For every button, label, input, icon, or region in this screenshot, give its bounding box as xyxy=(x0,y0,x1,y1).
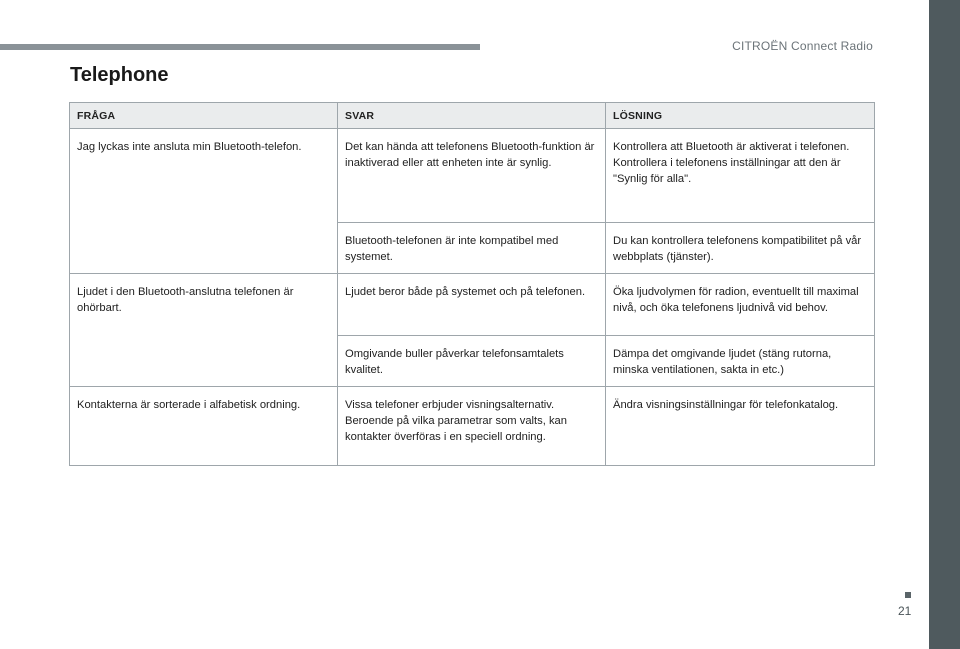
solution-line: Dämpa det omgivande ljudet (stäng rutorna, minska ventilationen, sakta in etc.) xyxy=(613,348,832,376)
answer-cell: Ljudet beror både på systemet och på telefonen. xyxy=(338,274,606,336)
solution-cell xyxy=(606,274,875,336)
question-cell: Jag lyckas inte ansluta min Bluetooth-telefon. xyxy=(70,129,338,274)
header-solution: LÖSNING xyxy=(606,103,875,129)
solution-line: Öka ljudvolymen för radion, eventuellt till maximal nivå, och öka telefonens ljudnivå vid behov. xyxy=(613,286,859,314)
side-strip xyxy=(929,0,960,649)
solution-line: Ändra visningsinställningar för telefonkatalog. xyxy=(613,399,839,411)
answer-cell: Det kan hända att telefonens Bluetooth-funktion är inaktiverad eller att enheten inte är synlig. xyxy=(338,129,606,223)
faq-table xyxy=(69,102,875,466)
header-accent-bar xyxy=(0,44,480,50)
question-cell: Kontakterna är sorterade i alfabetisk ordning. xyxy=(70,387,338,466)
solution-cell xyxy=(606,223,875,274)
table-row xyxy=(70,274,875,336)
question-cell: Ljudet i den Bluetooth-anslutna telefonen är ohörbart. xyxy=(70,274,338,387)
solution-cell xyxy=(606,336,875,387)
page-marker-icon xyxy=(905,592,911,598)
answer-cell: Omgivande buller påverkar telefonsamtalets kvalitet. xyxy=(338,336,606,387)
page-number: 21 xyxy=(898,604,912,618)
header-answer: SVAR xyxy=(338,103,606,129)
answer-cell: Bluetooth-telefonen är inte kompatibel med systemet. xyxy=(338,223,606,274)
page-title: Telephone xyxy=(70,64,169,86)
solution-cell xyxy=(606,387,875,466)
header-brand: CITROËN Connect Radio xyxy=(732,39,873,53)
solution-line: Du kan kontrollera telefonens kompatibilitet på vår webbplats (tjänster). xyxy=(613,235,862,263)
solution-cell xyxy=(606,129,875,223)
table-header-row xyxy=(70,103,875,129)
answer-cell: Vissa telefoner erbjuder visningsalternativ. Beroende på vilka parametrar som valts, kan kontakter överföras i en speciell ordning. xyxy=(338,387,606,466)
solution-line: Kontrollera i telefonens inställningar att den är "Synlig för alla". xyxy=(613,157,841,185)
table-row xyxy=(70,129,875,223)
solution-line: Kontrollera att Bluetooth är aktiverat i telefonen. xyxy=(613,141,850,153)
table-row xyxy=(70,387,875,466)
header-question: FRÅGA xyxy=(70,103,338,129)
